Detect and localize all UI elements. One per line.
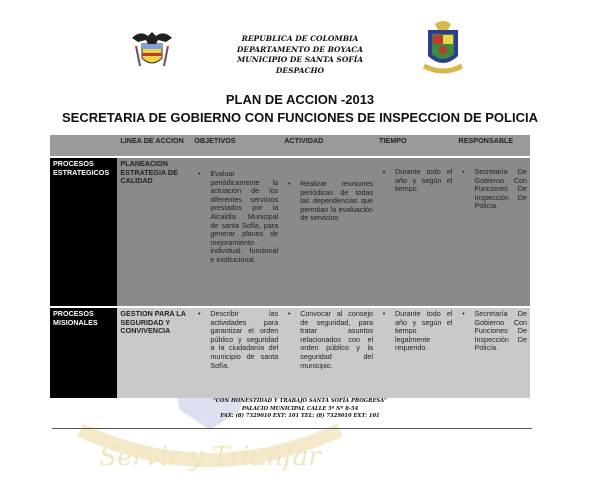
page-subtitle: SECRETARIA DE GOBIERNO CON FUNCIONES DE INSPECCION DE POLICIA [62, 110, 538, 125]
page-footer [150, 398, 450, 421]
letterhead-line: REPUBLICA DE COLOMBIA [241, 34, 359, 43]
header-proceso [50, 135, 117, 157]
page-title: PLAN DE ACCION -2013 [225, 92, 375, 107]
proceso-cell: PROCESOS MISIONALES [50, 307, 117, 398]
table-row [50, 157, 530, 307]
actividad-cell [281, 307, 376, 398]
bullet-icon: • [198, 169, 201, 178]
objetivo-cell [191, 307, 281, 398]
header-linea-accion: LINEA DE ACCION [117, 135, 191, 157]
footer-address: PALACIO MUNICIPAL CALLE 5ª Nº 8-54 [241, 405, 359, 412]
responsable-text: Secretaría De Gobierno Con Funciones De Inspección De Policía. [474, 167, 527, 211]
objetivo-text: Describir las actividades para garantizar el orden público y seguridad a la ciudadanía del municipio de santa Sofía. [210, 309, 279, 370]
proceso-cell: PROCESOS ESTRATEGICOS [50, 157, 117, 307]
bullet-icon: • [287, 309, 291, 318]
santa-sofia-coat-of-arms-icon [420, 20, 466, 78]
bullet-icon: • [287, 179, 291, 188]
table-header-row [50, 135, 530, 157]
responsable-text: Secretaría De Gobierno Con Funciones De Inspección De Policía. [474, 309, 527, 353]
bullet-icon: • [462, 167, 465, 176]
tiempo-text: Durante todo el año y según el tiempo legalmente requerido. [395, 309, 453, 353]
actividad-text: Realizar reuniones periódicas de todas las dependencias que permitan la evaluación de servicios [300, 179, 374, 223]
header-responsable: RESPONSABLE [456, 135, 530, 157]
linea-accion-cell: PLANEACION ESTRATEGIA DE CALIDAD [117, 157, 191, 307]
letterhead [200, 34, 400, 76]
table-row [50, 307, 530, 398]
colombia-coat-of-arms-icon [128, 26, 176, 74]
header-actividad: ACTIVIDAD [281, 135, 376, 157]
footer-divider [52, 428, 532, 429]
bullet-icon: • [462, 309, 465, 318]
header-tiempo: TIEMPO [376, 135, 455, 157]
bullet-icon: • [198, 309, 201, 318]
action-plan-table [50, 135, 530, 398]
header-objetivos: OBJETIVOS [191, 135, 281, 157]
responsable-cell [456, 307, 530, 398]
footer-contact: FAX: (8) 7329010 EXT: 101 TEL: (8) 7329010 EXT: 101 [220, 413, 380, 419]
objetivo-cell [191, 157, 281, 307]
footer-motto: "CON HONESTIDAD Y TRABAJO SANTA SOFÍA PROGRESA" [213, 398, 387, 404]
bullet-icon: • [382, 167, 386, 176]
tiempo-cell [376, 157, 455, 307]
tiempo-cell [376, 307, 455, 398]
letterhead-line: DEPARTAMENTO DE BOYACA [236, 44, 364, 54]
tiempo-text: Durante todo el año y según el tiempo. [395, 167, 453, 194]
letterhead-line: DESPACHO [275, 65, 325, 75]
linea-accion-cell: GESTION PARA LA SEGURIDAD Y CONVIVENCIA [117, 307, 191, 398]
actividad-text: Convocar al consejo de seguridad, para tratar asuntos relacionados con el orden público y la seguridad del municipio. [300, 309, 374, 370]
responsable-cell [456, 157, 530, 307]
bullet-icon: • [382, 309, 386, 318]
objetivo-text: Evaluar periódicamente la actuación de los diferentes servicios prestados por la Alcaldía Municipal de santa Sofía, para generar planes de mejoramiento individual, funcional e institucional. [210, 169, 279, 264]
actividad-cell [281, 157, 376, 307]
letterhead-line: MUNICIPIO DE SANTA SOFÍA [236, 55, 364, 64]
watermark-motto: Servir y Triunfar [99, 442, 321, 472]
